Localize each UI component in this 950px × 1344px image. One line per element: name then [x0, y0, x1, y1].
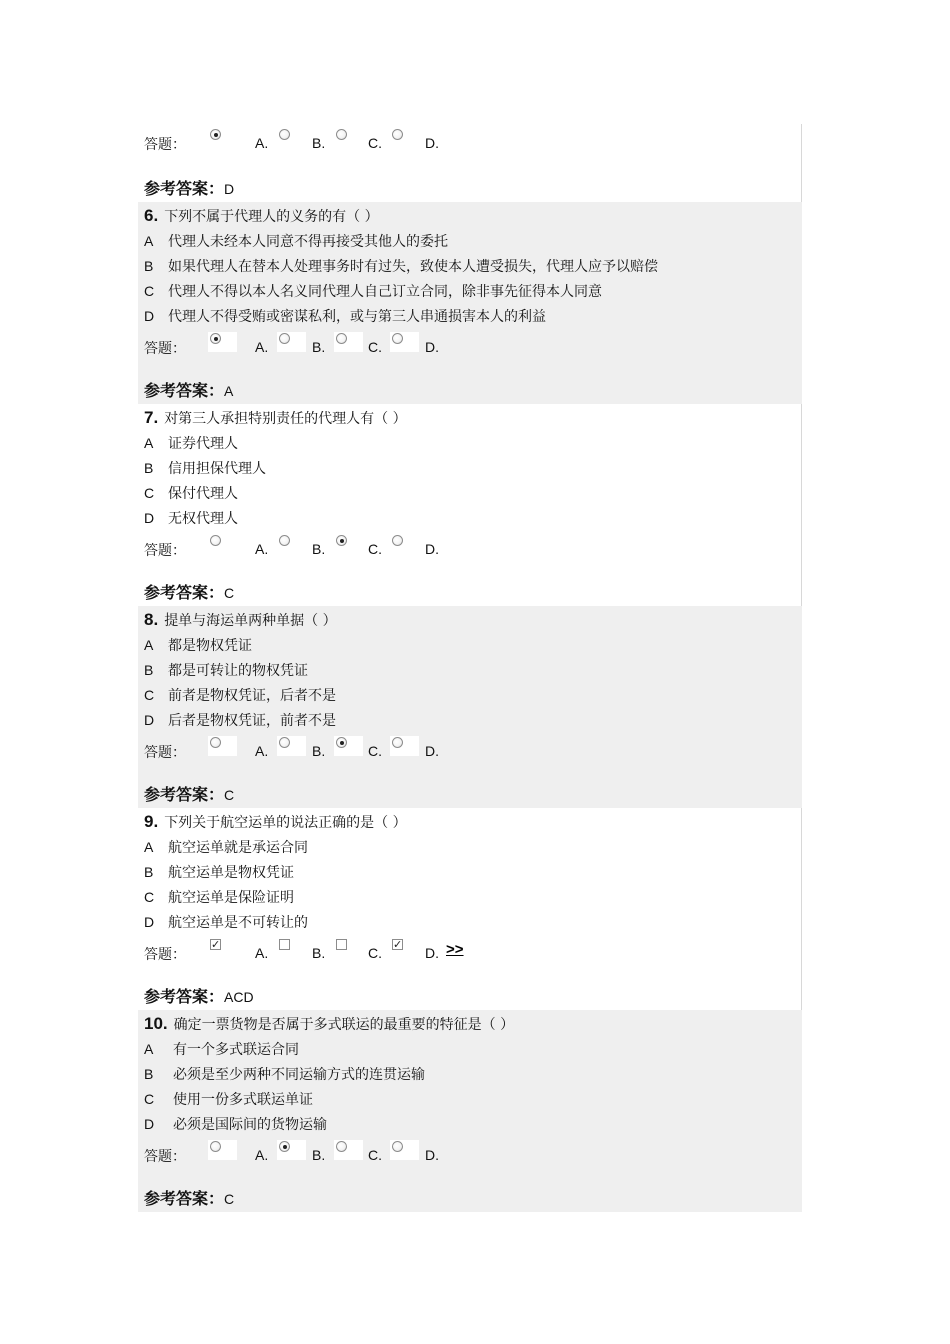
radio-option-d[interactable] [390, 534, 419, 554]
option-d [144, 1114, 327, 1134]
radio-option-d[interactable] [390, 1140, 419, 1160]
option-letter-a: A. [255, 135, 269, 151]
question-9-block [138, 808, 802, 1010]
option-letter: C [144, 687, 155, 703]
radio-icon[interactable] [392, 535, 403, 546]
next-link[interactable]: >> [446, 941, 464, 958]
checkbox-checked-icon[interactable]: ✓ [393, 938, 403, 951]
option-letter-d: D. [425, 339, 439, 355]
checkbox-icon[interactable] [279, 939, 290, 950]
option-letter: A [144, 1041, 154, 1057]
checkbox-checked-icon[interactable]: ✓ [211, 938, 221, 951]
option-b [144, 458, 266, 478]
radio-icon[interactable] [336, 737, 347, 748]
option-text: 证券代理人 [168, 436, 238, 452]
radio-option-d[interactable] [390, 332, 419, 352]
option-b [144, 256, 658, 276]
radio-option-a[interactable] [208, 1140, 237, 1160]
radio-option-d[interactable] [390, 736, 419, 756]
option-letter: D [144, 510, 155, 526]
option-d [144, 710, 336, 730]
quiz-sheet [138, 124, 802, 1212]
radio-icon[interactable] [279, 535, 290, 546]
option-letter: C [144, 889, 155, 905]
question-number: 7. [144, 408, 159, 427]
option-letter-b: B. [312, 743, 326, 759]
radio-icon[interactable] [392, 1141, 403, 1152]
option-d [144, 508, 238, 528]
radio-icon[interactable] [210, 129, 221, 140]
checkbox-option-a[interactable] [208, 938, 237, 958]
radio-icon[interactable] [210, 535, 221, 546]
radio-icon[interactable] [336, 1141, 347, 1152]
option-a [144, 433, 238, 453]
answer-label: 答题： [144, 543, 186, 559]
option-letter: B [144, 1066, 154, 1082]
radio-option-b[interactable] [277, 1140, 306, 1160]
option-letter-c: C. [368, 945, 382, 961]
reference-answer [144, 580, 234, 603]
option-b [144, 1064, 425, 1084]
question-5-block [138, 124, 802, 202]
reference-value: C [224, 1191, 235, 1207]
option-text: 无权代理人 [168, 511, 238, 527]
question-title [144, 206, 379, 226]
answer-label: 答题： [144, 137, 186, 153]
option-letter: B [144, 258, 154, 274]
checkbox-icon[interactable] [336, 939, 347, 950]
option-b [144, 660, 308, 680]
radio-option-b[interactable] [277, 736, 306, 756]
radio-icon[interactable] [392, 737, 403, 748]
radio-icon[interactable] [336, 129, 347, 140]
option-letter-b: B. [312, 541, 326, 557]
option-text: 使用一份多式联运单证 [173, 1092, 313, 1108]
radio-option-a[interactable] [208, 534, 237, 554]
reference-label: 参考答案： [144, 179, 225, 198]
option-letter: D [144, 712, 155, 728]
option-letter: D [144, 1116, 155, 1132]
option-letter: D [144, 914, 155, 930]
question-number: 9. [144, 812, 159, 831]
option-letter-a: A. [255, 1147, 269, 1163]
option-letter: A [144, 839, 154, 855]
checkbox-option-b[interactable] [277, 938, 306, 958]
option-letter-d: D. [425, 541, 439, 557]
reference-answer [144, 1186, 234, 1209]
radio-icon[interactable] [279, 333, 290, 344]
option-letter-c: C. [368, 743, 382, 759]
option-letter-b: B. [312, 135, 326, 151]
question-text: 下列不属于代理人的义务的有（ ） [164, 209, 379, 225]
reference-answer [144, 378, 233, 401]
reference-answer [144, 782, 234, 805]
radio-icon[interactable] [210, 1141, 221, 1152]
answer-label: 答题： [144, 745, 186, 761]
option-letter-a: A. [255, 743, 269, 759]
answer-label: 答题： [144, 1149, 186, 1165]
option-a [144, 231, 448, 251]
radio-option-c[interactable] [334, 332, 363, 352]
question-title [144, 812, 407, 832]
option-d [144, 912, 308, 932]
option-c [144, 483, 238, 503]
option-text: 航空运单就是承运合同 [168, 840, 308, 856]
option-a [144, 635, 252, 655]
option-letter: B [144, 864, 154, 880]
option-letter-a: A. [255, 339, 269, 355]
option-letter-c: C. [368, 1147, 382, 1163]
option-letter-c: C. [368, 135, 382, 151]
option-a [144, 837, 308, 857]
checkbox-option-d[interactable] [390, 938, 419, 958]
reference-value: C [224, 787, 235, 803]
reference-answer [144, 176, 234, 199]
reference-label: 参考答案： [144, 583, 225, 602]
option-c [144, 685, 336, 705]
option-c [144, 281, 602, 301]
option-letter-b: B. [312, 1147, 326, 1163]
reference-answer [144, 984, 254, 1007]
reference-label: 参考答案： [144, 1189, 225, 1208]
radio-option-d[interactable] [390, 128, 419, 148]
option-letter: C [144, 485, 155, 501]
radio-icon[interactable] [210, 737, 221, 748]
option-text: 航空运单是物权凭证 [168, 865, 294, 881]
reference-value: D [224, 181, 235, 197]
radio-option-a[interactable] [208, 332, 237, 352]
option-c [144, 887, 294, 907]
radio-icon[interactable] [392, 129, 403, 140]
option-letter-d: D. [425, 743, 439, 759]
option-text: 信用担保代理人 [168, 461, 266, 477]
option-letter: C [144, 283, 155, 299]
option-text: 代理人未经本人同意不得再接受其他人的委托 [168, 234, 448, 250]
question-10-block [138, 1010, 802, 1212]
option-letter: B [144, 662, 154, 678]
reference-value: C [224, 585, 235, 601]
option-text: 必须是国际间的货物运输 [173, 1117, 327, 1133]
radio-option-a[interactable] [208, 128, 237, 148]
question-7-block [138, 404, 802, 606]
option-text: 都是可转让的物权凭证 [168, 663, 308, 679]
option-a [144, 1039, 299, 1059]
option-letter: C [144, 1091, 155, 1107]
checkbox-option-c[interactable] [334, 938, 363, 958]
question-text: 提单与海运单两种单据（ ） [164, 613, 337, 629]
option-text: 航空运单是保险证明 [168, 890, 294, 906]
option-text: 后者是物权凭证，前者不是 [168, 713, 336, 729]
option-letter-d: D. [425, 135, 439, 151]
question-number: 6. [144, 206, 159, 225]
option-text: 都是物权凭证 [168, 638, 252, 654]
option-text: 前者是物权凭证，后者不是 [168, 688, 336, 704]
option-letter-c: C. [368, 541, 382, 557]
reference-value: ACD [224, 989, 254, 1005]
question-title [144, 1014, 514, 1034]
option-letter-d: D. [425, 945, 439, 961]
radio-option-a[interactable] [208, 736, 237, 756]
radio-icon[interactable] [336, 535, 347, 546]
radio-icon[interactable] [279, 129, 290, 140]
reference-label: 参考答案： [144, 381, 225, 400]
answer-label: 答题： [144, 341, 186, 357]
reference-value: A [224, 383, 234, 399]
radio-icon[interactable] [279, 737, 290, 748]
option-letter-a: A. [255, 541, 269, 557]
reference-label: 参考答案： [144, 785, 225, 804]
question-text: 对第三人承担特别责任的代理人有（ ） [164, 411, 407, 427]
option-text: 保付代理人 [168, 486, 238, 502]
question-text: 下列关于航空运单的说法正确的是（ ） [164, 815, 407, 831]
option-letter: A [144, 637, 154, 653]
radio-option-c[interactable] [334, 128, 363, 148]
option-letter-b: B. [312, 339, 326, 355]
radio-option-b[interactable] [277, 534, 306, 554]
question-title [144, 610, 337, 630]
question-title [144, 408, 407, 428]
radio-icon[interactable] [336, 333, 347, 344]
option-text: 代理人不得受贿或密谋私利，或与第三人串通损害本人的利益 [168, 309, 546, 325]
option-b [144, 862, 294, 882]
radio-option-b[interactable] [277, 128, 306, 148]
radio-option-c[interactable] [334, 736, 363, 756]
radio-option-c[interactable] [334, 1140, 363, 1160]
option-letter-a: A. [255, 945, 269, 961]
option-text: 如果代理人在替本人处理事务时有过失，致使本人遭受损失，代理人应予以赔偿 [168, 259, 658, 275]
option-letter: B [144, 460, 154, 476]
question-text: 确定一票货物是否属于多式联运的最重要的特征是（ ） [173, 1017, 515, 1033]
option-letter: D [144, 308, 155, 324]
option-letter: A [144, 435, 154, 451]
radio-icon[interactable] [210, 333, 221, 344]
radio-icon[interactable] [279, 1141, 290, 1152]
option-text: 必须是至少两种不同运输方式的连贯运输 [173, 1067, 425, 1083]
radio-icon[interactable] [392, 333, 403, 344]
option-text: 航空运单是不可转让的 [168, 915, 308, 931]
question-number: 10. [144, 1014, 168, 1033]
reference-label: 参考答案： [144, 987, 225, 1006]
radio-option-c[interactable] [334, 534, 363, 554]
answer-label: 答题： [144, 947, 186, 963]
option-letter: A [144, 233, 154, 249]
option-d [144, 306, 546, 326]
option-letter-d: D. [425, 1147, 439, 1163]
question-6-block [138, 202, 802, 404]
question-number: 8. [144, 610, 159, 629]
option-letter-b: B. [312, 945, 326, 961]
option-letter-c: C. [368, 339, 382, 355]
radio-option-b[interactable] [277, 332, 306, 352]
option-text: 代理人不得以本人名义同代理人自己订立合同，除非事先征得本人同意 [168, 284, 602, 300]
question-8-block [138, 606, 802, 808]
option-c [144, 1089, 313, 1109]
option-text: 有一个多式联运合同 [173, 1042, 299, 1058]
